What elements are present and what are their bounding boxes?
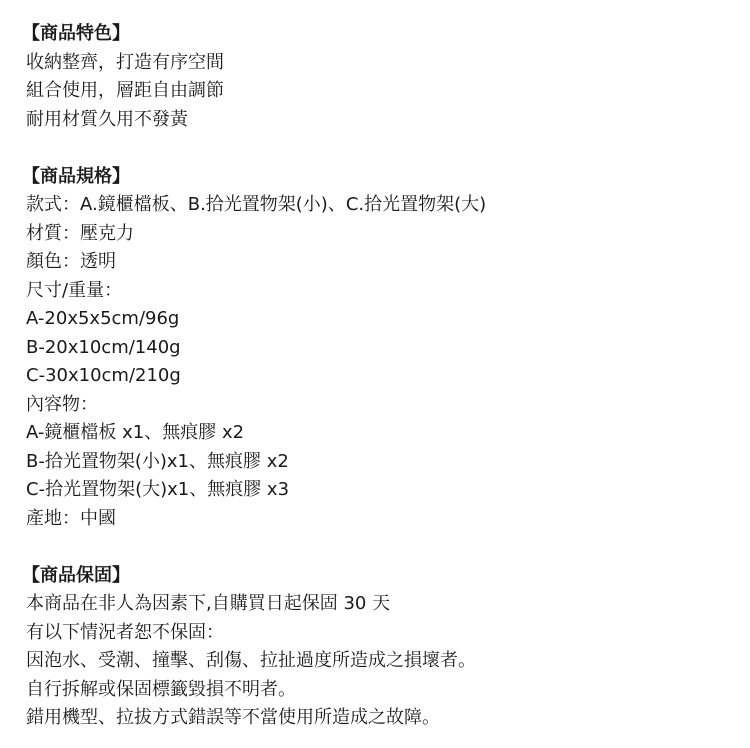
- warranty-line: 錯用機型、拉拔方式錯誤等不當使用所造成之故障。: [26, 707, 440, 728]
- warranty-line: 本商品在非人為因素下,自購買日起保固 30 天: [26, 593, 391, 614]
- specs-line-size-c: C-30x10cm/210g: [26, 365, 181, 386]
- specs-heading: 【商品規格】: [22, 165, 130, 187]
- specs-line-contents-a: A-鏡櫃檔板 x1、無痕膠 x2: [26, 422, 245, 443]
- section-spacer: [26, 533, 736, 562]
- specs-line-origin: 產地：中國: [26, 507, 116, 529]
- features-heading: 【商品特色】: [22, 23, 130, 44]
- warranty-line: 因泡水、受潮、撞擊、刮傷、拉扯過度所造成之損壞者。: [26, 650, 476, 671]
- specs-line-size-b: B-20x10cm/140g: [26, 336, 181, 358]
- specs-line-contents-label: 內容物：: [26, 393, 98, 415]
- features-line: 組合使用，層距自由調節: [26, 80, 224, 101]
- warranty-line: 自行拆解或保固標籤毀損不明者。: [26, 678, 296, 700]
- warranty-heading: 【商品保固】: [22, 564, 130, 586]
- specs-line-material: 材質：壓克力: [26, 222, 134, 244]
- product-description: [22, 20, 736, 733]
- specs-line-size-a: A-20x5x5cm/96g: [26, 308, 180, 329]
- specs-line-color: 顏色：透明: [26, 251, 116, 272]
- specs-line-size-weight-label: 尺寸/重量：: [26, 279, 123, 301]
- features-line: 耐用材質久用不發黃: [26, 108, 188, 130]
- specs-line-contents-b: B-拾光置物架(小)x1、無痕膠 x2: [26, 450, 289, 472]
- warranty-line: 有以下情況者恕不保固：: [26, 621, 224, 643]
- specs-line-style: 款式：A.鏡櫃檔板、B.拾光置物架(小)、C.拾光置物架(大): [26, 194, 487, 215]
- specs-line-contents-c: C-拾光置物架(大)x1、無痕膠 x3: [26, 479, 290, 500]
- section-spacer: [26, 134, 736, 163]
- features-line: 收納整齊，打造有序空間: [26, 51, 224, 73]
